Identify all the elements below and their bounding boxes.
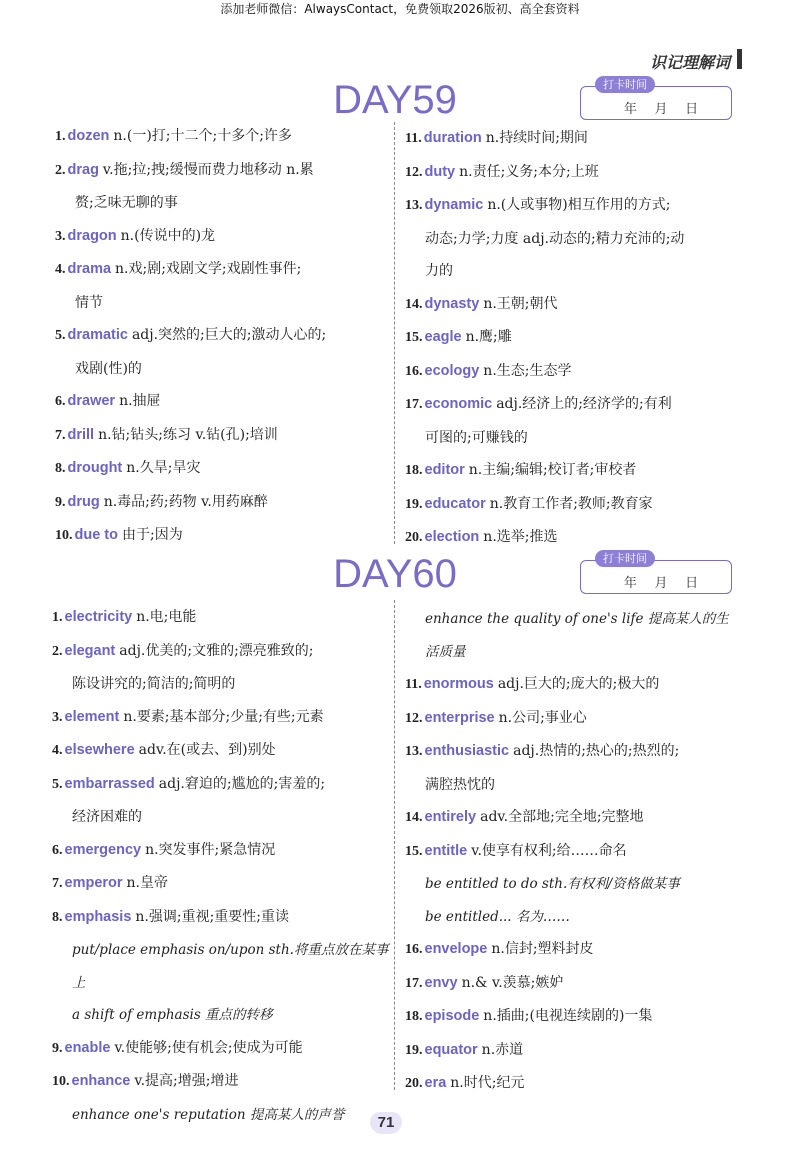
vocab-entry: 19. educator n.教育工作者;教师;教育家 — [405, 495, 653, 512]
day59-checkin-box — [580, 78, 732, 120]
vocab-phrase: a shift of emphasis 重点的转移 — [72, 1007, 273, 1023]
vocab-entry: 17. economic adj.经济上的;经济学的;有利 — [405, 396, 672, 412]
vocab-word: enterprise — [424, 709, 495, 726]
vocab-word: entirely — [424, 809, 477, 825]
vocab-word: equator — [424, 1041, 478, 1058]
vocab-word: emperor — [64, 875, 123, 891]
vocab-word: dynasty — [424, 295, 480, 312]
vocab-word: drill — [67, 426, 95, 443]
vocab-word: drag — [67, 161, 99, 178]
vocab-word: ecology — [424, 362, 480, 379]
section-tag: 识记理解词 — [649, 53, 730, 72]
vocab-word: enormous — [423, 676, 494, 692]
vocab-phrase: enhance one's reputation 提高某人的声誉 — [72, 1106, 345, 1123]
vocab-entry: 18. episode n.插曲;(电视连续剧的)一集 — [405, 1008, 653, 1024]
vocab-entry: 16. envelope n.信封;塑料封皮 — [405, 941, 594, 957]
vocab-entry: 9. enable v.使能够;使有机会;使成为可能 — [52, 1039, 303, 1056]
day60-checkin-box — [580, 552, 732, 594]
vocab-entry: 8. emphasis n.强调;重视;重要性;重读 — [52, 908, 290, 925]
vocab-word: duty — [424, 163, 456, 180]
checkin-month: 月 — [654, 102, 668, 117]
vocab-word: duration — [423, 130, 482, 146]
vocab-entry: 18. editor n.主编;编辑;校订者;审校者 — [405, 462, 637, 478]
vocab-word: dramatic — [67, 327, 128, 343]
vocab-word: electricity — [64, 609, 133, 625]
vocab-word: eagle — [424, 329, 462, 345]
vocab-entry: 1. dozen n.(一)打;十二个;十多个;许多 — [55, 128, 292, 144]
day59-right-column — [405, 122, 745, 555]
vocab-word: dynamic — [424, 197, 484, 213]
vocab-phrase: 活质量 — [425, 643, 466, 660]
vocab-entry: 20. era n.时代;纪元 — [405, 1075, 525, 1091]
vocab-phrase: put/place emphasis on/upon sth.将重点放在某事上 — [72, 942, 389, 991]
vocab-word: emergency — [64, 841, 142, 858]
vocab-entry: 7. drill n.钻;钻头;练习 v.钻(孔);培训 — [55, 426, 278, 443]
vocab-word: drought — [67, 460, 123, 476]
vocab-continuation: 可图的;可赚钱的 — [425, 429, 528, 446]
vocab-continuation: 经济困难的 — [72, 809, 142, 825]
vocab-word: enable — [64, 1039, 111, 1056]
vocab-entry: 9. drug n.毒品;药;药物 v.用药麻醉 — [55, 493, 268, 510]
vocab-entry: 4. elsewhere adv.在(或去、到)别处 — [52, 742, 276, 758]
vocab-continuation: 满腔热忱的 — [425, 776, 495, 793]
vocab-continuation: 动态;力学;力度 adj.动态的;精力充沛的;动 — [425, 230, 685, 247]
day59-title: DAY59 — [333, 78, 457, 122]
vocab-phrase: be entitled to do sth.有权利/资格做某事 — [425, 876, 680, 892]
vocab-phrase: be entitled... 名为…… — [425, 908, 570, 925]
section-tag-bar — [737, 49, 742, 69]
day60-left-column — [52, 601, 392, 1131]
vocab-continuation: 情节 — [75, 294, 103, 311]
checkin-label: 打卡时间 — [595, 76, 655, 93]
vocab-entry: 6. drawer n.抽屉 — [55, 393, 161, 409]
vocab-entry: 4. drama n.戏;剧;戏剧文学;戏剧性事件; — [55, 261, 302, 277]
vocab-entry: 15. eagle n.鹰;雕 — [405, 329, 512, 345]
vocab-entry: 13. enthusiastic adj.热情的;热心的;热烈的; — [405, 743, 680, 759]
vocab-entry: 7. emperor n.皇帝 — [52, 875, 168, 891]
page-number: 71 — [370, 1112, 402, 1134]
watermark-text: 添加老师微信：AlwaysContact，免费领取2026版初、高全套资料 — [220, 2, 580, 16]
day60-right-column — [405, 603, 750, 1101]
vocab-entry: 12. duty n.责任;义务;本分;上班 — [405, 163, 599, 180]
vocab-word: emphasis — [64, 908, 132, 925]
vocab-entry: 8. drought n.久旱;旱灾 — [55, 460, 201, 476]
checkin-month: 月 — [654, 576, 668, 591]
vocab-continuation: 力的 — [425, 263, 453, 279]
vocab-entry: 13. dynamic n.(人或事物)相互作用的方式; — [405, 197, 671, 213]
vocab-word: due to — [74, 527, 118, 543]
vocab-entry: 5. dramatic adj.突然的;巨大的;激动人心的; — [55, 327, 327, 343]
vocab-entry: 15. entitle v.使享有权利;给……命名 — [405, 842, 627, 859]
vocab-word: election — [424, 529, 480, 545]
vocab-entry: 14. dynasty n.王朝;朝代 — [405, 295, 558, 312]
vocab-entry: 11. duration n.持续时间;期间 — [405, 130, 588, 146]
vocab-word: episode — [424, 1008, 480, 1024]
vocab-word: educator — [424, 495, 486, 512]
vocab-entry: 20. election n.选举;推选 — [405, 529, 558, 545]
day59-left-column — [55, 120, 390, 553]
vocab-word: entitle — [424, 842, 468, 859]
vocab-word: dozen — [67, 128, 110, 144]
vocab-entry: 2. elegant adj.优美的;文雅的;漂亮雅致的; — [52, 642, 314, 659]
vocab-entry: 12. enterprise n.公司;事业心 — [405, 709, 587, 726]
vocab-continuation: 赘;乏味无聊的事 — [75, 195, 178, 211]
vocab-word: elegant — [64, 642, 116, 659]
vocab-word: envy — [424, 974, 458, 991]
vocab-word: drawer — [67, 393, 116, 409]
vocab-word: embarrassed — [64, 775, 155, 792]
vocab-word: era — [424, 1075, 447, 1091]
checkin-year: 年 — [623, 576, 637, 591]
vocab-entry: 17. envy n.& v.羡慕;嫉妒 — [405, 974, 564, 991]
vocab-entry: 3. dragon n.(传说中的)龙 — [55, 227, 216, 244]
vocab-entry: 6. emergency n.突发事件;紧急情况 — [52, 841, 276, 858]
vocab-entry: 19. equator n.赤道 — [405, 1041, 524, 1058]
vocab-word: elsewhere — [64, 742, 135, 758]
checkin-label: 打卡时间 — [595, 550, 655, 567]
day60-title: DAY60 — [333, 552, 457, 596]
vocab-entry: 3. element n.要素;基本部分;少量;有些;元素 — [52, 708, 324, 725]
vocab-word: economic — [424, 396, 493, 412]
vocab-entry: 5. embarrassed adj.窘迫的;尴尬的;害羞的; — [52, 775, 326, 792]
vocab-entry: 2. drag v.拖;拉;拽;缓慢而费力地移动 n.累 — [55, 161, 314, 178]
vocab-entry: 10. enhance v.提高;增强;增进 — [52, 1073, 239, 1089]
vocab-word: enthusiastic — [424, 743, 510, 759]
vocab-word: envelope — [424, 941, 488, 957]
column-divider — [394, 122, 395, 544]
column-divider — [394, 600, 395, 1090]
vocab-entry: 1. electricity n.电;电能 — [52, 609, 197, 625]
vocab-continuation: 陈设讲究的;简洁的;简明的 — [72, 676, 236, 692]
vocab-phrase: enhance the quality of one's life 提高某人的生 — [425, 611, 729, 627]
vocab-entry: 11. enormous adj.巨大的;庞大的;极大的 — [405, 676, 660, 692]
vocab-word: enhance — [71, 1073, 131, 1089]
vocab-word: dragon — [67, 227, 117, 244]
vocab-entry: 10. due to 由于;因为 — [55, 527, 183, 543]
vocab-word: element — [64, 708, 120, 725]
checkin-year: 年 — [623, 102, 637, 117]
checkin-day: 日 — [685, 102, 699, 117]
vocab-word: drama — [67, 261, 112, 277]
vocab-entry: 16. ecology n.生态;生态学 — [405, 362, 572, 379]
checkin-day: 日 — [685, 576, 699, 591]
vocab-word: drug — [67, 493, 100, 510]
vocab-continuation: 戏剧(性)的 — [75, 360, 142, 377]
vocab-word: editor — [424, 462, 465, 478]
vocab-entry: 14. entirely adv.全部地;完全地;完整地 — [405, 809, 644, 825]
